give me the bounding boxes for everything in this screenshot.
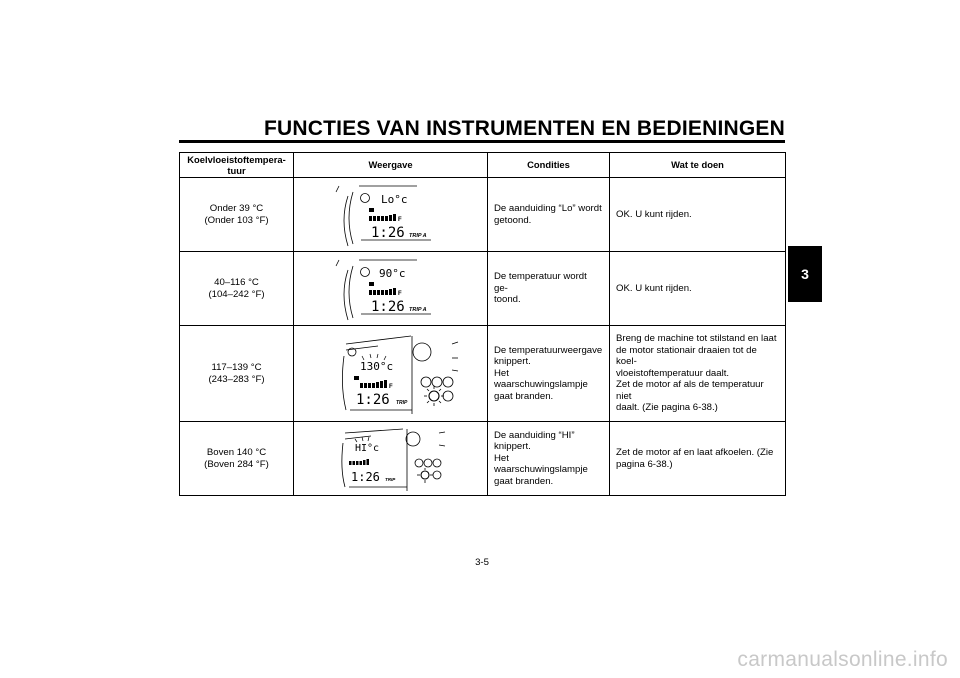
table-row bbox=[180, 178, 786, 252]
temperature-cell: 117–139 °C (243–283 °F) bbox=[180, 326, 294, 422]
fuel-gauge-bars bbox=[369, 288, 396, 295]
temperature-readout: HI°c bbox=[354, 442, 379, 454]
page-number: 3-5 bbox=[475, 557, 489, 568]
coolant-warning-lamp-icon bbox=[421, 471, 429, 479]
lcd-display-illustration bbox=[331, 256, 451, 322]
table-header-row bbox=[180, 153, 786, 178]
column-header-conditions: Condities bbox=[488, 153, 610, 178]
warning-lamp-icon bbox=[415, 459, 423, 467]
gauge-dial bbox=[406, 432, 420, 446]
gauge-dial bbox=[413, 343, 431, 361]
column-header-display: Weergave bbox=[294, 153, 488, 178]
warning-lamp-icon bbox=[421, 377, 431, 387]
svg-text:F: F bbox=[397, 216, 402, 223]
conditions-cell: De temperatuur wordt ge- toond. bbox=[488, 252, 610, 326]
page-title: FUNCTIES VAN INSTRUMENTEN EN BEDIENINGEN bbox=[264, 117, 785, 140]
clock-readout: 1:26 bbox=[370, 224, 405, 241]
trip-mode-label: TRIP bbox=[384, 476, 395, 482]
svg-text:F: F bbox=[397, 290, 402, 297]
column-header-action: Wat te doen bbox=[610, 153, 786, 178]
temperature-readout: Lo°c bbox=[380, 192, 407, 206]
action-cell: Breng de machine tot stilstand en laat de motor stationair draaien tot de koel- vloeistoftemperatuur daalt. Zet de motor af als de temperatuur niet daalt. (Zie pagina 6-38.) bbox=[610, 326, 786, 422]
temperature-readout: 90°c bbox=[378, 266, 405, 280]
display-cell bbox=[294, 178, 488, 252]
clock-readout: 1:26 bbox=[355, 391, 390, 408]
display-cell bbox=[294, 252, 488, 326]
coolant-warning-lamp-icon bbox=[429, 391, 439, 401]
clock-readout: 1:26 bbox=[350, 469, 380, 484]
fuel-gauge-bars bbox=[349, 459, 369, 465]
table-row bbox=[180, 422, 786, 496]
fuel-icon bbox=[369, 282, 374, 286]
trip-mode-label: TRIP bbox=[395, 399, 407, 406]
lcd-display-illustration bbox=[331, 425, 451, 493]
conditions-cell: De aanduiding “HI” knippert. Het waarschuwingslampje gaat branden. bbox=[488, 422, 610, 496]
conditions-cell: De aanduiding “Lo” wordt getoond. bbox=[488, 178, 610, 252]
fuel-gauge-bars bbox=[369, 214, 396, 221]
lcd-display-illustration bbox=[316, 330, 466, 418]
chapter-tab: 3 bbox=[788, 246, 822, 302]
warning-light-rays bbox=[417, 468, 433, 483]
trip-mode-label: TRIP A bbox=[408, 232, 427, 239]
fuel-gauge-bars bbox=[360, 380, 387, 388]
fuel-icon bbox=[369, 208, 374, 212]
lcd-display-illustration bbox=[331, 182, 451, 248]
temperature-cell: Boven 140 °C (Boven 284 °F) bbox=[180, 422, 294, 496]
display-cell bbox=[294, 326, 488, 422]
column-header-temperature: Koelvloeistoftempera- tuur bbox=[180, 153, 294, 178]
coolant-temperature-table bbox=[179, 152, 786, 496]
temperature-readout: 130°c bbox=[359, 359, 393, 373]
watermark: carmanualsonline.info bbox=[737, 648, 948, 671]
temperature-cell: 40–116 °C (104–242 °F) bbox=[180, 252, 294, 326]
warning-light-rays bbox=[424, 386, 444, 406]
trip-mode-label: TRIP A bbox=[408, 306, 427, 313]
action-cell: Zet de motor af en laat afkoelen. (Zie pagina 6-38.) bbox=[610, 422, 786, 496]
action-cell: OK. U kunt rijden. bbox=[610, 252, 786, 326]
conditions-cell: De temperatuurweergave knippert. Het waarschuwingslampje gaat branden. bbox=[488, 326, 610, 422]
action-cell: OK. U kunt rijden. bbox=[610, 178, 786, 252]
display-cell bbox=[294, 422, 488, 496]
temperature-cell: Onder 39 °C (Onder 103 °F) bbox=[180, 178, 294, 252]
header-rule bbox=[179, 140, 785, 143]
table-row bbox=[180, 252, 786, 326]
clock-readout: 1:26 bbox=[370, 298, 405, 315]
indicator-icon bbox=[360, 193, 369, 202]
fuel-icon bbox=[354, 376, 359, 380]
svg-text:F: F bbox=[388, 383, 393, 390]
indicator-icon bbox=[360, 267, 369, 276]
table-row bbox=[180, 326, 786, 422]
